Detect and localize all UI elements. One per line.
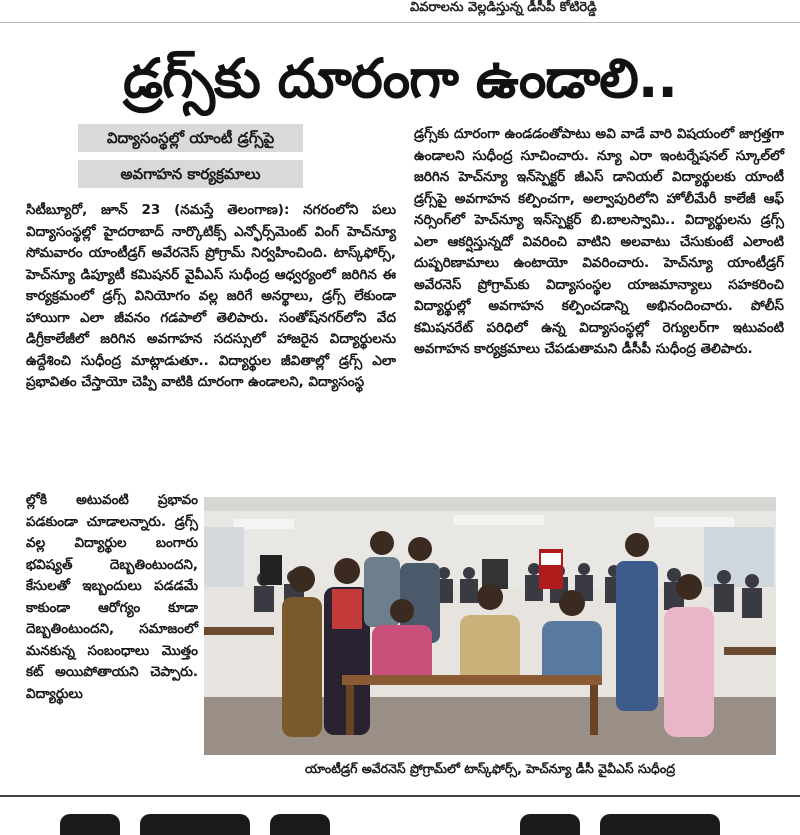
article-paragraph: ల్లోకి అటువంటి ప్రభావం పడకుండా చూడాలన్నారు. డ్రగ్స్ వల్ల విద్యార్థుల బంగారు భవిష్యత్ దెబ్బతింటుందని, కేసులతో ఇబ్బందులు పడడమే కాకుండా ఆరోగ్యం కూడా దెబ్బతింటుందని, సమాజంలో మనకున్న సంబంధాలు మొత్తం కట్ అయిపోతాయని చెప్పారు. విద్యార్థులు <box>26 492 198 702</box>
subheadline-line-1: విద్యాసంస్థల్లో యాంటీ డ్రగ్స్‌పై <box>78 124 303 152</box>
subheadline <box>78 124 303 196</box>
article-body-left <box>26 200 396 394</box>
headline: డ్రగ్స్‌కు దూరంగా ఉండాలి.. <box>123 47 677 110</box>
event-photo <box>204 497 776 755</box>
article-body-right <box>414 124 784 361</box>
divider <box>0 795 800 797</box>
next-headline-cut-off <box>60 806 760 835</box>
article-paragraph: సిటీబ్యూరో, జూన్ 23 (నమస్తే తెలంగాణ): నగరంలోని పలు విద్యాసంస్థల్లో హైదరాబాద్ నార్కొటిక్స్ ఎన్ఫోర్స్‌మెంట్ వింగ్ హెచ్‌న్యూ సోమవారం యాంటీడ్రగ్ అవేరనెస్ ప్రోగ్రామ్ నిర్వహించింది. టాస్క్‌ఫోర్స్, హెచ్‌న్యూ డిప్యూటీ కమిషనర్ వైవీఎస్ సుధీంద్ర ఆధ్వర్యంలో జరిగిన ఈ కార్యక్రమంలో డ్రగ్స్ వినియోగం వల్ల జరిగే అనర్థాలు, డ్రగ్స్ లేకుండా హాయిగా ఎలా జీవనం గడపాలో తెలిపారు. సంతోష్‌నగర్‌లోని వేద డిగ్రీకాలేజీలో జరిగిన అవగాహన సదస్సులో హాజరైన విద్యార్థులను ఉద్దేశించి సుధీంద్ర మాట్లాడుతూ.. విద్యార్థుల జీవితాల్లో డ్రగ్స్ ఎలా ప్రభావితం చేస్తాయో చెప్పి వాటికి దూరంగా ఉండాలని, విద్యాసంస్థ <box>26 202 396 390</box>
subheadline-line-2: అవగాహన కార్యక్రమాలు <box>78 160 303 188</box>
article-body-narrow <box>26 490 198 705</box>
divider <box>0 22 800 23</box>
photo-caption: యాంటీడ్రగ్ అవేరనెస్ ప్రోగ్రామ్‌లో టాస్క్‌ఫోర్స్, హెచ్‌న్యూ డీసీ వైవీఎస్ సుధీంద్ర <box>304 761 676 776</box>
previous-article-caption: వివరాలను వెల్లడిస్తున్న డీసీపీ కోటిరెడ్డి <box>410 0 597 15</box>
article-paragraph: డ్రగ్స్‌కు దూరంగా ఉండడంతోపాటు అవి వాడే వారి విషయంలో జాగ్రత్తగా ఉండాలని సుధీంద్ర సూచించారు. న్యూ ఎరా ఇంటర్నేషనల్ స్కూల్‌లో జరిగిన హెచ్‌న్యూ ఇన్‌స్పెక్టర్ జీఎస్ డానియల్ విద్యార్థులకు యాంటీ డ్రగ్స్‌పై అవగాహన కల్పించగా, అల్వాపురిలోని హోలీమేరీ కాలేజీ ఆఫ్ నర్సింగ్‌లో హెచ్‌న్యూ ఇన్‌స్పెక్టర్ బి.బాలస్వామి.. విద్యార్థులను డ్రగ్స్ ఎలా ఆకర్షిస్తున్నదో వివరించి వాటిని అలవాటు చేసుకుంటే ఎలాంటి దుష్పరిణామాలు ఉంటాయో వివరించారు. హెచ్‌న్యూ యాంటీడ్రగ్ అవేరనెస్ ప్రోగ్రామ్‌కు విద్యాసంస్థల యాజమాన్యాలు సహకరించి విద్యార్థుల్లో అవగాహన కల్పించడాన్ని అభినందించారు. పోలీస్ కమిషనరేట్ పరిధిలో ఉన్న విద్యాసంస్థల్లో రెగ్యులర్‌గా ఇటువంటి అవగాహన కార్యక్రమాలు చేపడుతామని డీసీపీ సుధీంద్ర తెలిపారు. <box>414 126 784 357</box>
